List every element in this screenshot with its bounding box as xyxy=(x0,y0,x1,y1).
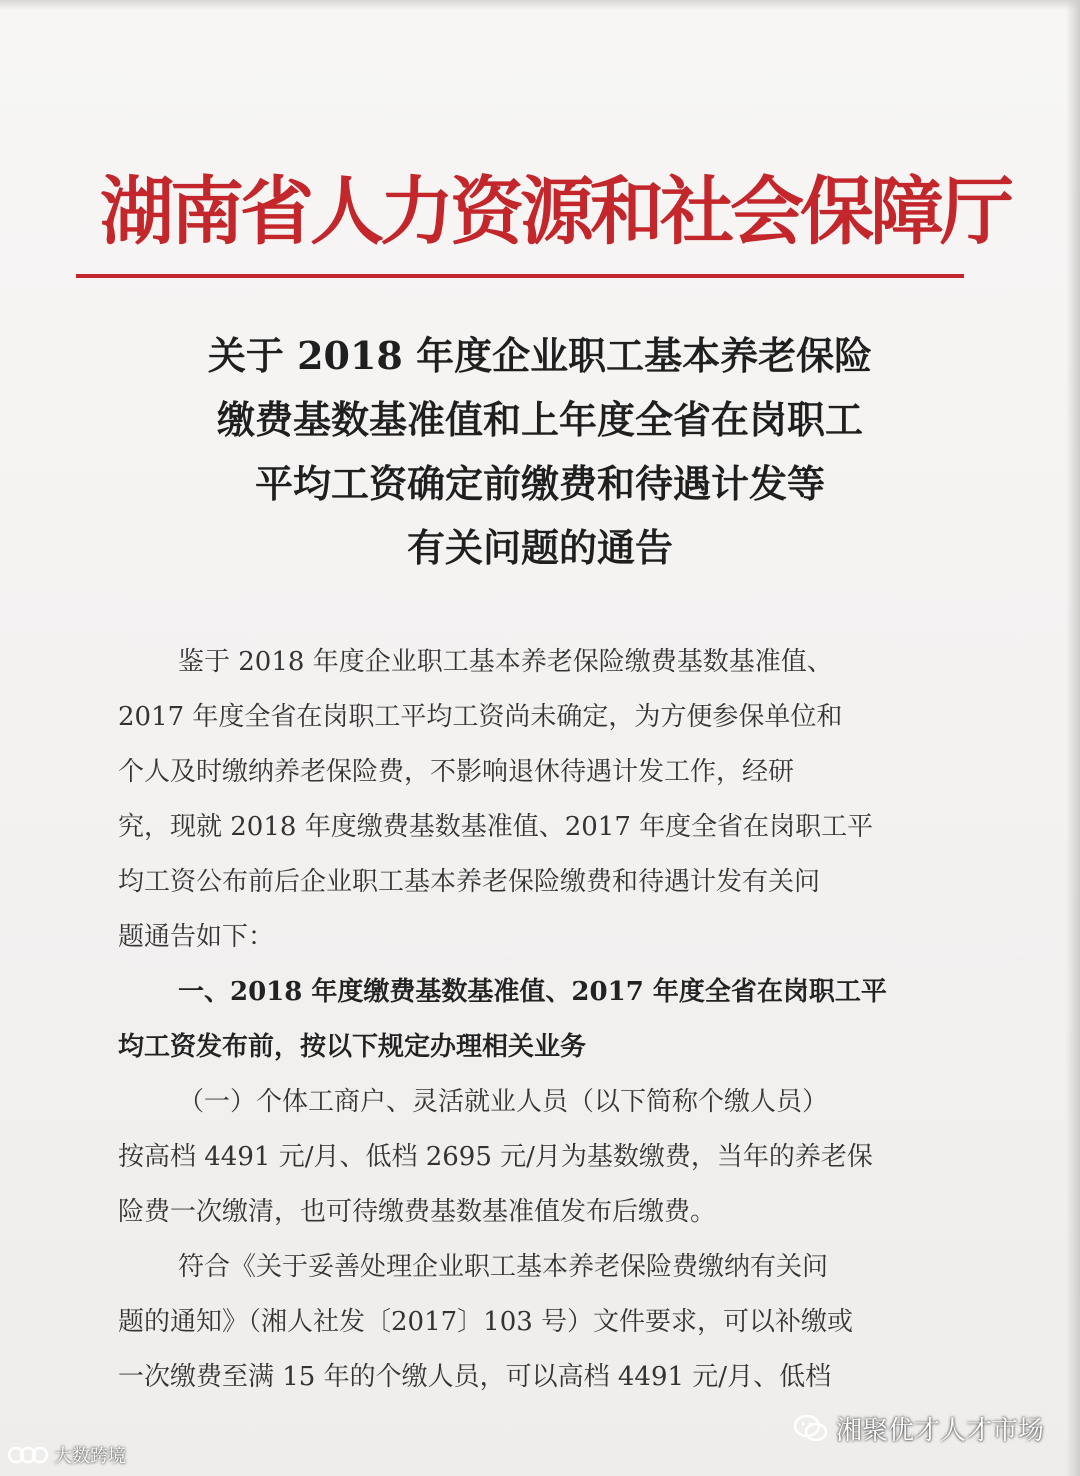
section-heading-line: 一、2018 年度缴费基数基准值、2017 年度全省在岗职工平 xyxy=(178,977,887,1007)
brand-logo-icon xyxy=(6,1444,50,1466)
page-right-edge xyxy=(1066,0,1080,1476)
title-line: 有关问题的通告 xyxy=(406,525,673,570)
watermark-left-text: 大数跨境 xyxy=(54,1446,126,1467)
body-line: 2017 年度全省在岗职工平均工资尚未确定，为方便参保单位和 xyxy=(118,702,843,732)
document-body xyxy=(118,635,943,1405)
page-top-edge xyxy=(0,0,1080,10)
body-line: 符合《关于妥善处理企业职工基本养老保险费缴纳有关问 xyxy=(178,1252,829,1282)
section-heading-line: 均工资发布前，按以下规定办理相关业务 xyxy=(118,1032,587,1062)
letterhead-agency-name: 湖南省人力资源和社会保障厅 xyxy=(100,169,1010,255)
body-line: 均工资公布前后企业职工基本养老保险缴费和待遇计发有关问 xyxy=(118,867,821,897)
watermark-right-text: 湘聚优才人才市场 xyxy=(835,1416,1044,1446)
document-title xyxy=(60,324,1020,580)
wechat-icon xyxy=(794,1414,828,1444)
body-line: 险费一次缴清，也可待缴费基数基准值发布后缴费。 xyxy=(118,1197,717,1227)
body-line: 个人及时缴纳养老保险费，不影响退休待遇计发工作，经研 xyxy=(118,757,795,787)
watermark-right xyxy=(794,1410,1044,1447)
title-line: 平均工资确定前缴费和待遇计发等 xyxy=(254,461,825,506)
body-line: 题通告如下： xyxy=(118,922,275,952)
body-line: 鉴于 2018 年度企业职工基本养老保险缴费基数基准值、 xyxy=(178,647,833,677)
body-line: （一）个体工商户、灵活就业人员（以下简称个缴人员） xyxy=(178,1087,829,1117)
body-line: 一次缴费至满 15 年的个缴人员，可以高档 4491 元/月、低档 xyxy=(118,1362,832,1392)
body-line: 究，现就 2018 年度缴费基数基准值、2017 年度全省在岗职工平 xyxy=(118,812,874,842)
body-line: 题的通知》（湘人社发〔2017〕103 号）文件要求，可以补缴或 xyxy=(118,1307,854,1337)
title-line: 关于 2018 年度企业职工基本养老保险 xyxy=(207,333,873,378)
title-line: 缴费基数基准值和上年度全省在岗职工 xyxy=(216,397,863,442)
body-line: 按高档 4491 元/月、低档 2695 元/月为基数缴费，当年的养老保 xyxy=(118,1142,873,1172)
letterhead-red-rule xyxy=(76,274,964,278)
watermark-left xyxy=(6,1442,126,1468)
